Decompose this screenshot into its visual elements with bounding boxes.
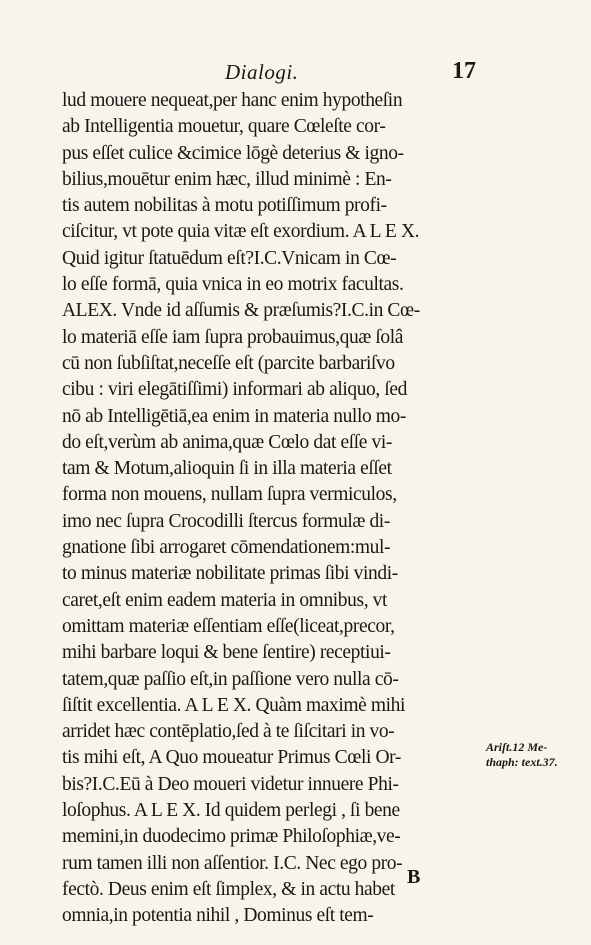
text-line: lud mouere nequeat,per hanc enim hypotheſin	[62, 90, 403, 111]
text-line: arridet hæc contēplatio,ſed à te ſiſcitari in vo-	[62, 721, 395, 743]
text-line: bis?I.C.Eū à Deo moueri videtur innuere Phi-	[62, 773, 399, 795]
marginal-note-line: Ariſt.12 Me-	[486, 740, 548, 754]
text-line: ſiſtit excellentia. A L E X. Quàm maximè mihi	[62, 694, 406, 716]
text-line: cū non ſubſiſtat,neceſſe eſt (parcite barbariſvo	[62, 352, 395, 374]
signature-mark: B	[407, 866, 421, 888]
text-line: to minus materiæ nobilitate primas ſibi vindi-	[62, 563, 398, 585]
running-title: Dialogi.	[225, 60, 299, 84]
text-line: tis mihi eſt, A Quo moueatur Primus Cœli Or-	[62, 747, 401, 769]
text-line: gnatione ſibi arrogaret cōmendationem:mul-	[62, 537, 391, 559]
text-line: do eſt,verùm ab anima,quæ Cœlo dat eſſe vi-	[62, 431, 392, 453]
text-line: omnia,in potentia nihil , Dominus eſt tem-	[62, 905, 374, 927]
text-line: nō ab Intelligētiā,ea enim in materia nullo mo-	[62, 405, 406, 427]
text-line: caret,eſt enim eadem materia in omnibus, vt	[62, 589, 388, 611]
text-line: forma non mouens, nullam ſupra vermiculos,	[62, 484, 397, 506]
text-line: imo nec ſupra Crocodilli ſtercus formulæ di-	[62, 510, 390, 532]
text-line: ab Intelligentia mouetur, quare Cœleſte cor-	[62, 116, 386, 138]
text-line: bilius,mouētur enim hæc, illud minimè : En-	[62, 168, 392, 190]
text-line: ALEX. Vnde id aſſumis & præſumis?I.C.in Cœ-	[62, 300, 420, 322]
text-line: loſophus. A L E X. Id quidem perlegi , ſi bene	[62, 800, 400, 822]
text-line: rum tamen illi non aſſentior. I.C. Nec ego pro-	[62, 852, 403, 874]
text-line: mihi barbare loqui & bene ſentire) receptiui-	[62, 642, 391, 664]
text-line: pus eſſet culice &cimice lōgè deterius & igno-	[62, 142, 404, 164]
text-line: tatem,quæ paſſio eſt,in paſſione vero nulla cō-	[62, 668, 399, 690]
text-line: ciſcitur, vt pote quia vitæ eſt exordium. A L E X.	[62, 221, 420, 243]
text-line: tis autem nobilitas à motu potiſſimum profi-	[62, 195, 387, 217]
text-line: memini,in duodecimo primæ Philoſophiæ,ve-	[62, 826, 401, 848]
marginal-note	[486, 740, 586, 770]
body-text	[62, 88, 487, 930]
text-line: omittam materiæ eſſentiam eſſe(liceat,precor,	[62, 615, 395, 637]
text-line: Quid igitur ſtatuēdum eſt?I.C.Vnicam in Cœ-	[62, 247, 397, 269]
text-line: lo eſſe formā, quia vnica in eo motrix facultas.	[62, 274, 404, 296]
text-line: fectò. Deus enim eſt ſimplex, & in actu habet	[62, 878, 395, 900]
text-line: lo materiā eſſe iam ſupra probauimus,quæ ſolâ	[62, 326, 404, 348]
page-number: 17	[452, 58, 476, 84]
text-line: cibu : viri elegātiſſimi) informari ab aliquo, ſed	[62, 379, 407, 401]
marginal-note-line: thaph: text.37.	[486, 755, 558, 769]
text-line: tam & Motum,alioquin ſi in illa materia eſſet	[62, 458, 392, 480]
